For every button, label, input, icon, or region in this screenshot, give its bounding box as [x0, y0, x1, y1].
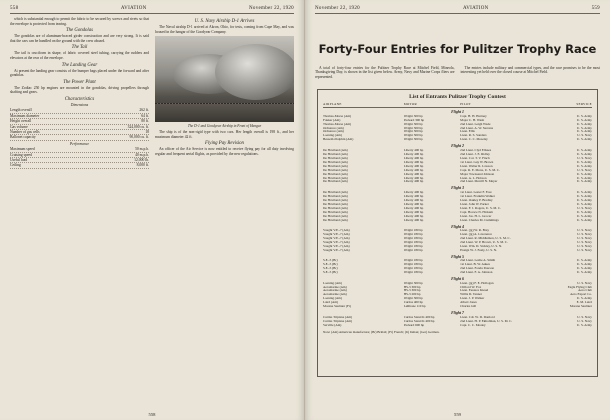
- entry-motor: Wright 180 hp: [403, 240, 423, 244]
- entrant-row: [323, 180, 592, 184]
- flight-heading: Flight 6: [451, 277, 464, 282]
- photo-caption: The D-1 and Goodyear Airship in Front of Hangar: [187, 124, 262, 129]
- landing-gear-paragraph: At present the landing gear consists of the bumper bags placed under the forward and after gondolas.: [10, 68, 149, 78]
- entrants-list-box: [317, 89, 598, 377]
- entry-pilot: Lieut. R. S. Sanders: [460, 134, 487, 138]
- entry-service: U. S. Army: [576, 152, 592, 156]
- entry-airplane: S.E.-5 (Br): [323, 259, 338, 263]
- entry-pilot: Lieut. C. C. Moseley: [460, 138, 488, 142]
- entry-motor: Wright 300 hp: [403, 130, 423, 134]
- entry-motor: Wright 300 hp: [403, 138, 423, 142]
- entry-motor: Wright 300 hp: [403, 122, 423, 126]
- entry-airplane: De Haviland (Am): [323, 148, 348, 152]
- entry-motor: Curtiss Stand K 400 hp: [403, 315, 435, 319]
- entry-service: U. S. Navy: [577, 244, 592, 248]
- entry-motor: Liberty 400 hp: [403, 172, 424, 176]
- spec-label: Number of gas cells: [10, 129, 40, 134]
- entry-airplane: Vought V.E.-7 (Am): [323, 229, 350, 233]
- entry-motor: Liberty 400 hp: [403, 202, 424, 206]
- entrant-row: [323, 324, 592, 328]
- entry-airplane: De Haviland (Am): [323, 214, 348, 218]
- entry-service: U. S. Army: [576, 198, 592, 202]
- entry-service: U. S. Navy: [577, 315, 592, 319]
- entry-airplane: De Haviland (Am): [323, 198, 348, 202]
- entry-pilot: Lieut. Cdr. W. D. Danford: [460, 315, 495, 319]
- entry-airplane: De Haviland (Am): [323, 210, 348, 214]
- entry-service: E. M. Laird: [576, 301, 592, 305]
- entry-motor: Wright 300 hp: [403, 134, 423, 138]
- power-plant-paragraph: The Zodiac 250 hp engines are mounted in the gondolas, driving propellers through shafting and gears.: [10, 85, 149, 95]
- entry-service: U. S. Navy: [577, 248, 592, 252]
- entry-service: U. S. Army: [576, 271, 592, 275]
- spec-value: 12,000 lb.: [134, 158, 149, 162]
- entry-motor: Wright 300 hp: [403, 126, 423, 130]
- flight-heading: Flight 3: [451, 186, 464, 191]
- spec-value: 262 ft.: [139, 108, 149, 113]
- spec-label: Maximum speed: [10, 147, 35, 152]
- spec-row: [10, 163, 149, 168]
- entry-motor: Liberty 400 hp: [403, 210, 424, 214]
- entry-airplane: De Haviland (Am): [323, 194, 348, 198]
- entry-pilot: 1st Lieut. Guy W. Brown: [460, 160, 494, 164]
- left-magazine-title: AVIATION: [120, 6, 147, 11]
- section-heading-landing-gear: The Landing Gear: [61, 62, 98, 68]
- entry-service: U. S. Army: [576, 323, 592, 327]
- airship-paragraph-2: The ship is of the non-rigid type with two cars. Her length overall is 198 ft., and her maximum diameter 42 ft.: [155, 130, 294, 139]
- entry-airplane: Vought V.E.-7 (Am): [323, 232, 350, 236]
- spec-value: 80 ft.: [141, 119, 149, 124]
- flying-pay-paragraph: An officer of the Air Service is now entitled to receive flying pay for all duty involving regular and frequent aerial flights, as provided by the new regulations.: [155, 147, 294, 156]
- entry-service: U. S. Army: [576, 202, 592, 206]
- spec-label: Height overall: [10, 119, 32, 124]
- dimensions-heading: Dimensions: [70, 102, 89, 107]
- performance-heading: Performance: [69, 141, 90, 146]
- entrant-row: [323, 219, 592, 223]
- flights-container: [323, 110, 592, 327]
- airship-heading: U. S. Navy Airship D-1 Arrives: [194, 19, 255, 24]
- entry-service: U. S. Army: [576, 263, 592, 267]
- entry-airplane: Ordnance (Am): [323, 126, 344, 130]
- flight-heading: Flight 5: [451, 254, 464, 259]
- entry-airplane: Vought V.E.-7 (Am): [323, 248, 350, 252]
- entrants-list-title: List of Entrants Pulitzer Trophy Contest: [409, 94, 506, 101]
- entry-pilot: 1st Lieut. B. W. Aukes: [460, 263, 490, 267]
- left-column-2: [155, 17, 294, 169]
- entry-motor: Packard 600 hp: [403, 323, 425, 327]
- entry-service: U. S. Army: [576, 164, 592, 168]
- entry-motor: Liberty 400 hp: [403, 214, 424, 218]
- entry-pilot: Capt. R. E. Mons, U. S. M. C.: [460, 168, 500, 172]
- entry-service: U. S. Army: [576, 218, 592, 222]
- entry-pilot: Clifford W. Fox: [460, 285, 482, 289]
- entrants-table-header: [323, 102, 592, 108]
- entry-service: U. S. Army: [576, 160, 592, 164]
- entry-service: U. S. Navy: [577, 168, 592, 172]
- entry-motor: Liberty 400 hp: [403, 168, 424, 172]
- entry-pilot: Lieut. Jas. H. L. Grocer: [460, 214, 492, 218]
- entry-pilot: Lieut. Col. T. V. Finch: [460, 156, 490, 160]
- entry-pilot: Albert Jones: [460, 301, 477, 305]
- entry-airplane: De Haviland (Am): [323, 176, 348, 180]
- entry-service: U. S. Navy: [577, 229, 592, 233]
- entrant-row: [323, 138, 592, 142]
- entry-airplane: S.E.-5 (Br): [323, 267, 338, 271]
- right-date: November 22, 1920: [315, 6, 360, 11]
- spec-label: Cruising speed: [10, 152, 33, 157]
- entry-airplane: De Haviland (Am): [323, 218, 348, 222]
- entry-motor: Wright 180 hp: [403, 232, 423, 236]
- entry-motor: Wright 300 hp: [403, 114, 423, 118]
- entry-pilot: Lieut. Walter R. Lawson: [460, 164, 493, 168]
- entry-pilot: Lieut. (jg) A. Laverence: [460, 232, 492, 236]
- entry-airplane: Thomas-Morse (Am): [323, 114, 352, 118]
- entry-airplane: S.E.-5 (Br): [323, 263, 338, 267]
- airship-large-shape: [215, 44, 294, 100]
- entry-motor: Wright 180 hp: [403, 263, 423, 267]
- entry-pilot: 2nd Lieut. Leigh Wade: [460, 122, 491, 126]
- section-heading-gondolas: The Gondolas: [65, 28, 94, 34]
- section-heading-characteristics: Characteristics: [64, 96, 95, 102]
- entrant-row: [323, 305, 592, 309]
- section-heading-tail: The Tail: [71, 45, 88, 51]
- entry-pilot: Charles Gill: [460, 305, 477, 309]
- left-page-number-head: 558: [10, 6, 19, 11]
- entry-motor: Liberty 400 hp: [403, 218, 424, 222]
- entry-airplane: De Haviland (Am): [323, 190, 348, 194]
- entry-motor: Liberty 400 hp: [403, 206, 424, 210]
- flight-heading: Flight 7: [451, 311, 464, 316]
- entry-motor: Curtiss 400 hp: [403, 301, 423, 305]
- entry-motor: Wright 300 hp: [403, 281, 423, 285]
- entry-motor: HS-3 300 hp: [403, 285, 421, 289]
- entry-pilot: Lieut. F. J. Rogers, U. S. M. C.: [460, 206, 502, 210]
- entry-motor: LeRhone 110 hp: [403, 305, 426, 309]
- entry-motor: Curtiss Stand K 400 hp: [403, 319, 435, 323]
- entry-airplane: Aeromarine (Am): [323, 293, 347, 297]
- ground-shape: [155, 104, 294, 122]
- right-page-number-head: 559: [591, 6, 600, 11]
- entry-service: U. S. Navy: [577, 156, 592, 160]
- spec-label: Useful load: [10, 158, 28, 162]
- entry-airplane: Aeromarine (Am): [323, 285, 347, 289]
- spec-label: Maximum diameter: [10, 113, 40, 118]
- entry-service: U. S. Navy: [577, 236, 592, 240]
- right-magazine-title: AVIATION: [462, 6, 489, 11]
- spec-label: Length overall: [10, 108, 32, 113]
- entry-motor: HS-3 300 hp: [403, 289, 421, 293]
- entry-airplane: De Haviland (Am): [323, 180, 348, 184]
- entry-airplane: De Haviland (Am): [323, 156, 348, 160]
- entry-pilot: 2nd Lieut. F. A. Johnson: [460, 271, 493, 275]
- entry-service: U. S. Army: [576, 259, 592, 263]
- entry-airplane: Vought V.E.-7 (Am): [323, 240, 350, 244]
- spec-value: 8,000 ft.: [136, 163, 149, 168]
- entry-motor: Wright 180 hp: [403, 236, 423, 240]
- entry-motor: Liberty 400 hp: [403, 180, 424, 184]
- entry-pilot: 2nd Lieut. Merrill N. Meyer: [460, 180, 498, 184]
- entry-pilot: Lieut. (jg) F. E. Hollogan: [460, 281, 494, 285]
- gondolas-paragraph: The gondolas are of aluminum-braced girder construction and are very strong. It is said that the cars can be handled on the ground with the crew aboard.: [10, 34, 149, 43]
- entry-airplane: Verville (Am): [323, 323, 342, 327]
- entry-airplane: Fokker (Am): [323, 118, 341, 122]
- entry-service: U. S. Army: [576, 176, 592, 180]
- entry-pilot: Capt. Horace N. Hickam: [460, 210, 493, 214]
- entry-airplane: Vought V.E.-7 (Am): [323, 244, 350, 248]
- entry-airplane: Curtiss Triplane (Am): [323, 315, 353, 319]
- entry-service: U. S. Army: [576, 118, 592, 122]
- entry-pilot: Lieut. Wm. D. Sickley, U. S. N.: [460, 244, 503, 248]
- entry-airplane: Curtiss Triplane (Am): [323, 319, 353, 323]
- entry-service: U. S. Army: [576, 214, 592, 218]
- entry-pilot: 2nd Lieut. R. Middlemon, U. S. M. C.: [460, 236, 511, 240]
- entry-service: U. S. Navy: [577, 281, 592, 285]
- entry-pilot: 2nd Lieut. A. W. Stevens: [460, 126, 494, 130]
- entry-pilot: Capt. H. H. Hartney: [460, 114, 487, 118]
- entry-airplane: S.E.-5 (Br): [323, 271, 338, 275]
- entry-service: U. S. Army: [576, 172, 592, 176]
- entry-motor: Liberty 400 hp: [403, 198, 424, 202]
- spec-value: 324,000 cu. ft.: [127, 124, 149, 129]
- entry-motor: Wright 300 hp: [403, 297, 423, 301]
- entry-motor: Wright 180 hp: [403, 229, 423, 233]
- entry-service: U. S. Army: [576, 180, 592, 184]
- entry-service: U. S. Army: [576, 138, 592, 142]
- spec-value: 64 ft.: [141, 113, 149, 118]
- entry-motor: Wright 180 hp: [403, 248, 423, 252]
- left-column-1: [10, 17, 149, 169]
- header-service: SERVICE: [576, 102, 592, 107]
- entry-motor: Liberty 400 hp: [403, 152, 424, 156]
- entry-airplane: Loening (Am): [323, 134, 342, 138]
- entry-pilot: 2nd Lieut. H. P. Ekhofman, U. S. M. C.: [460, 319, 513, 323]
- entry-motor: Wright 180 hp: [403, 259, 423, 263]
- entry-service: U. S. Navy: [577, 240, 592, 244]
- entry-pilot: Capt. C. C. Mosley: [460, 323, 486, 327]
- intro-left: A total of forty-four entries for the Pulitzer Trophy Race at Mitchel Field, Mineola, Thanksgiving Day, is shown in the list given below. Army, Navy and Marine Corps fliers are represented.: [315, 65, 455, 79]
- entry-motor: Liberty 400 hp: [403, 190, 424, 194]
- entry-pilot: 2nd Lieut. J. E. Ridley: [460, 152, 490, 156]
- entry-airplane: Aeromarine (Am): [323, 289, 347, 293]
- entry-service: Morane Saulnier: [569, 305, 592, 309]
- entry-airplane: Loening (Am): [323, 281, 342, 285]
- performance-list: [10, 147, 149, 169]
- right-page-number: 559: [454, 412, 461, 417]
- flight-heading: Flight 4: [451, 224, 464, 229]
- entry-airplane: De Haviland (Am): [323, 202, 348, 206]
- entry-pilot: Ensign W. J. Feely, U. S. N.: [460, 248, 497, 252]
- right-page: [305, 0, 610, 420]
- entry-service: Eagle Flying Club: [567, 285, 592, 289]
- entry-pilot: Lieut. Oakley P. Bradley: [460, 198, 493, 202]
- header-pilot: PILOT: [460, 102, 472, 107]
- entry-airplane: De Haviland (Am): [323, 152, 348, 156]
- entry-service: U. S. Navy: [577, 134, 592, 138]
- entry-pilot: Lieut. John W. Parker: [460, 202, 489, 206]
- entry-service: U. S. Army: [576, 297, 592, 301]
- entry-service: U. S. Army: [576, 130, 592, 134]
- airship-photo: [155, 36, 294, 122]
- entry-airplane: Bessetti-Dolphin (Am): [323, 138, 354, 142]
- entry-motor: Liberty 400 hp: [403, 156, 424, 160]
- entry-pilot: Lieut. (jg) W. R. Bray: [460, 229, 490, 233]
- spec-label: Gas volume: [10, 124, 28, 129]
- entry-airplane: Ordnance (Am): [323, 130, 344, 134]
- entry-motor: Wright 180 hp: [403, 244, 423, 248]
- entry-airplane: De Haviland (Am): [323, 168, 348, 172]
- entrant-row: [323, 249, 592, 253]
- entry-service: U. S. Navy: [577, 319, 592, 323]
- entry-pilot: Lieut. Ellis: [460, 130, 475, 134]
- entry-pilot: Willis D. Tanner: [460, 293, 482, 297]
- left-date: November 22, 1920: [249, 6, 294, 11]
- entry-airplane: Loening (Am): [323, 297, 342, 301]
- entry-airplane: Thomas-Morse (Am): [323, 122, 352, 126]
- entry-service: U. S. Army: [576, 210, 592, 214]
- entry-pilot: 2nd Lieut. Leslie A. Smith: [460, 259, 496, 263]
- entry-motor: Liberty 400 hp: [403, 176, 424, 180]
- entry-service: U. S. Army: [576, 126, 592, 130]
- entry-pilot: 2nd Lieut. Clyd Ellsaes: [460, 148, 492, 152]
- right-running-head: [315, 6, 600, 14]
- entry-pilot: Lieut. Eustace Kiesel: [460, 289, 489, 293]
- spec-value: 90,000 cu. ft.: [129, 135, 149, 140]
- entrant-row: [323, 271, 592, 275]
- flight-heading: Flight 1: [451, 110, 464, 115]
- entry-pilot: 2nd Lieut. W. P. Brown, U. S. M. C.: [460, 240, 508, 244]
- spec-row: [10, 135, 149, 140]
- header-airplane: AIRPLANE: [323, 102, 342, 107]
- spec-value: 18: [145, 129, 149, 134]
- entry-airplane: De Haviland (Am): [323, 164, 348, 168]
- entry-service: U. S. Army: [576, 267, 592, 271]
- intro-paragraph: which is substantial enough to permit the fabric to be secured by screws and rivets so that the envelope is protected from tearing.: [10, 17, 149, 26]
- spec-label: Ceiling: [10, 163, 21, 168]
- article-headline: Forty-Four Entries for Pulitzer Trophy Race: [318, 42, 597, 56]
- entry-motor: Wright 180 hp: [403, 267, 423, 271]
- entry-motor: Liberty 400 hp: [403, 160, 424, 164]
- tail-paragraph: The tail is cruciform in shape, of fabric covered steel tubing, carrying the rudders and elevators at the rear of the envelope.: [10, 51, 149, 60]
- entry-service: U. S. Army: [576, 194, 592, 198]
- section-heading-power-plant: The Power Plant: [63, 79, 96, 85]
- entry-airplane: Laird (Am): [323, 301, 339, 305]
- spec-label: Ballonet capacity: [10, 135, 36, 140]
- entry-pilot: Lieut. Charles M. Cummings: [460, 218, 499, 222]
- entry-pilot: 2nd Lieut. Fonda Pearson: [460, 267, 495, 271]
- airship-paragraph: The Naval airship D-1 arrived at Akron, Ohio, for tests, coming from Cape May, and was housed in the hangar of the Goodyear Company.: [155, 25, 294, 34]
- entry-motor: HS-3 200 hp: [403, 293, 421, 297]
- entry-motor: Packard 300 hp: [403, 118, 425, 122]
- entry-service: U. S. Army: [576, 148, 592, 152]
- entry-service: U. S. Navy: [577, 206, 592, 210]
- entry-service: Aero Export Co.: [570, 293, 592, 297]
- spec-value: 40 m.p.h.: [135, 152, 149, 157]
- entry-pilot: 1st Lieut. Franklin Walker: [460, 194, 495, 198]
- left-running-head: [10, 6, 294, 14]
- entry-service: U. S. Army: [576, 190, 592, 194]
- entry-airplane: De Haviland (Am): [323, 160, 348, 164]
- intro-right: The entries include military and commercial types, and the race promises to be the most interesting yet held over the closed course at Mitchel Field.: [460, 65, 600, 75]
- entry-service: U. S. Navy: [577, 232, 592, 236]
- entry-service: U. S. Army: [576, 114, 592, 118]
- entry-motor: Liberty 400 hp: [403, 164, 424, 168]
- entry-motor: Wright 180 hp: [403, 271, 423, 275]
- entry-motor: Liberty 400 hp: [403, 148, 424, 152]
- entry-service: U. S. Army: [576, 122, 592, 126]
- entry-pilot: Major C. H. Wash: [460, 118, 485, 122]
- entry-pilot: Lieut. A. L. Hobson: [460, 176, 487, 180]
- entry-airplane: Vought V.E.-7 (Am): [323, 236, 350, 240]
- entry-airplane: De Haviland (Am): [323, 206, 348, 210]
- entry-airplane: Morane Saulnier (Fr): [323, 305, 352, 309]
- flying-pay-heading: Flying Pay Revision: [205, 141, 244, 147]
- entry-motor: Liberty 400 hp: [403, 194, 424, 198]
- entry-pilot: Major Townsend Johnson: [460, 172, 495, 176]
- entry-service: Aero Club: [578, 289, 592, 293]
- header-motor: MOTOR: [403, 102, 418, 107]
- spec-value: 50 m.p.h.: [135, 147, 149, 152]
- entry-airplane: De Haviland (Am): [323, 172, 348, 176]
- list-footnote: Note: (Am) American manufacture; (Br) British; (Fr) French; (It) Italian; (Ger) German.: [323, 329, 440, 334]
- entry-pilot: 1st Lieut. Lester F. Fore: [460, 190, 492, 194]
- dimensions-list: [10, 108, 149, 140]
- entry-pilot: Lieut. J. P. Walker: [460, 297, 485, 301]
- left-page-number: 558: [148, 412, 156, 417]
- flight-heading: Flight 2: [451, 144, 464, 149]
- characteristics-table: [10, 103, 149, 169]
